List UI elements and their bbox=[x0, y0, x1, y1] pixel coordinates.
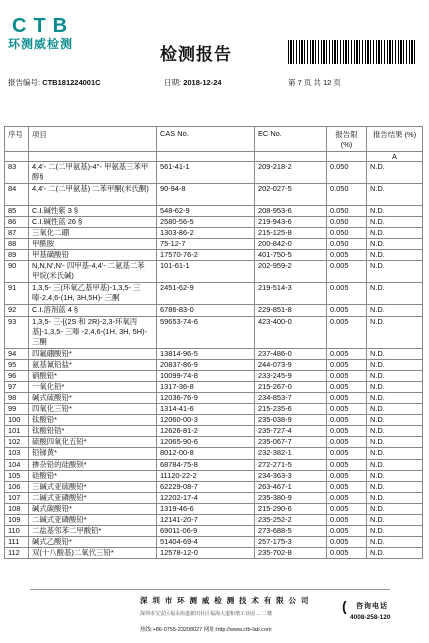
cell-limit: 0.050 bbox=[327, 206, 367, 217]
cell-item: C.I.碱性紫 3 § bbox=[29, 206, 157, 217]
cell-result: N.D. bbox=[367, 162, 423, 184]
table-row bbox=[5, 316, 423, 348]
cell-seq: 110 bbox=[5, 526, 29, 537]
cell-item: 二碱式亚磷酸铅* bbox=[29, 514, 157, 525]
table-row bbox=[5, 503, 423, 514]
cell-limit: 0.005 bbox=[327, 305, 367, 316]
cell-limit: 0.005 bbox=[327, 316, 367, 348]
cell-result: N.D. bbox=[367, 526, 423, 537]
cell-item: 1,3,5- 三-[(2S 和 2R)-2,3-环氧丙 基]-1,3,5- 三嗪 -2,4,6-(1H, 3H, 5H)- 三酮 bbox=[29, 316, 157, 348]
cell-item: N,N,N',N'- 四甲基-4,4'- 二氨基二苯 甲烷(米氏碱) bbox=[29, 261, 157, 283]
cell-seq: 105 bbox=[5, 470, 29, 481]
hotline-label: 咨询电话 bbox=[356, 603, 388, 610]
cell-ec: 219-943-6 bbox=[255, 217, 327, 228]
table-row bbox=[5, 459, 423, 470]
cell-ec: 234-853-7 bbox=[255, 392, 327, 403]
cell-cas: 12202-17-4 bbox=[157, 492, 255, 503]
cell-cas: 1314-41-6 bbox=[157, 404, 255, 415]
cell-limit: 0.005 bbox=[327, 370, 367, 381]
table-row bbox=[5, 526, 423, 537]
cell-limit: 0.005 bbox=[327, 250, 367, 261]
cell-seq: 100 bbox=[5, 415, 29, 426]
cell-limit: 0.005 bbox=[327, 492, 367, 503]
cell-ec: 215-267-0 bbox=[255, 381, 327, 392]
cell-limit: 0.050 bbox=[327, 162, 367, 184]
cell-result: N.D. bbox=[367, 348, 423, 359]
cell-limit: 0.005 bbox=[327, 426, 367, 437]
cell-result: N.D. bbox=[367, 503, 423, 514]
company-logo bbox=[8, 16, 104, 52]
cell-item: 碱式碳酸铅* bbox=[29, 503, 157, 514]
cell-result: N.D. bbox=[367, 370, 423, 381]
cell-seq: 90 bbox=[5, 261, 29, 283]
cell-result: N.D. bbox=[367, 404, 423, 415]
cell-item: 1,3,5- 三(环氧乙基甲基)-1,3,5- 三嗪-2,4,6-(1H, 3H,5H)- 三酮 bbox=[29, 283, 157, 305]
cell-seq: 108 bbox=[5, 503, 29, 514]
cell-cas: 13814-96-5 bbox=[157, 348, 255, 359]
cell-seq: 111 bbox=[5, 537, 29, 548]
report-date: 日期: 2018-12-24 bbox=[164, 78, 222, 87]
results-table bbox=[4, 126, 423, 559]
cell-ec: 244-073-9 bbox=[255, 359, 327, 370]
cell-item: 二碱式亚磷酸铅* bbox=[29, 492, 157, 503]
cell-ec: 209-218-2 bbox=[255, 162, 327, 184]
cell-ec: 202-959-2 bbox=[255, 261, 327, 283]
cell-item: 硫酸四氧化五铅* bbox=[29, 437, 157, 448]
cell-limit: 0.005 bbox=[327, 261, 367, 283]
table-row bbox=[5, 448, 423, 459]
cell-seq: 107 bbox=[5, 492, 29, 503]
cell-ec: 401-750-5 bbox=[255, 250, 327, 261]
cell-limit: 0.050 bbox=[327, 228, 367, 239]
cell-seq: 88 bbox=[5, 239, 29, 250]
cell-ec: 235-252-2 bbox=[255, 514, 327, 525]
cell-ec: 235-702-8 bbox=[255, 548, 327, 559]
cell-limit: 0.005 bbox=[327, 437, 367, 448]
cell-ec: 235-067-7 bbox=[255, 437, 327, 448]
col-header-seq: 序号 bbox=[5, 127, 29, 152]
cell-seq: 93 bbox=[5, 316, 29, 348]
cell-item: 双(十八酸基)二氧代三铅* bbox=[29, 548, 157, 559]
cell-cas: 2451-62-9 bbox=[157, 283, 255, 305]
table-header-row bbox=[5, 127, 423, 152]
cell-result: N.D. bbox=[367, 381, 423, 392]
sample-id: A bbox=[367, 152, 423, 162]
cell-item: 三氧化二硼 bbox=[29, 228, 157, 239]
cell-cas: 561-41-1 bbox=[157, 162, 255, 184]
cell-ec: 263-467-1 bbox=[255, 481, 327, 492]
cell-cas: 75-12-7 bbox=[157, 239, 255, 250]
cell-limit: 0.005 bbox=[327, 283, 367, 305]
cell-ec: 273-688-5 bbox=[255, 526, 327, 537]
cell-limit: 0.005 bbox=[327, 537, 367, 548]
cell-ec: 215-235-6 bbox=[255, 404, 327, 415]
cell-limit: 0.005 bbox=[327, 348, 367, 359]
sample-id-row bbox=[5, 152, 423, 162]
cell-result: N.D. bbox=[367, 228, 423, 239]
table-row bbox=[5, 404, 423, 415]
cell-cas: 69011-06-9 bbox=[157, 526, 255, 537]
table-row bbox=[5, 537, 423, 548]
cell-result: N.D. bbox=[367, 239, 423, 250]
cell-result: N.D. bbox=[367, 459, 423, 470]
cell-seq: 98 bbox=[5, 392, 29, 403]
cell-seq: 103 bbox=[5, 448, 29, 459]
table-row bbox=[5, 481, 423, 492]
cell-cas: 12578-12-0 bbox=[157, 548, 255, 559]
cell-item: 4,4'- 二(二甲氨基)-4''- 甲氨基三苯甲醇§ bbox=[29, 162, 157, 184]
cell-cas: 17570-76-2 bbox=[157, 250, 255, 261]
cell-cas: 10099-74-8 bbox=[157, 370, 255, 381]
cell-item: 甲基磺酸铅 bbox=[29, 250, 157, 261]
cell-item: 钛酸铅锆* bbox=[29, 426, 157, 437]
cell-limit: 0.005 bbox=[327, 415, 367, 426]
logo-chinese-name: 环测威检测 bbox=[8, 37, 74, 51]
cell-ec: 202-027-5 bbox=[255, 184, 327, 206]
cell-cas: 101-61-1 bbox=[157, 261, 255, 283]
cell-item: 一氧化铅* bbox=[29, 381, 157, 392]
table-row bbox=[5, 250, 423, 261]
cell-item: 硅酸铅* bbox=[29, 470, 157, 481]
page-indicator: 第 7 页 共 12 页 bbox=[288, 78, 341, 87]
cell-item: C.I.溶剂蓝 4 § bbox=[29, 305, 157, 316]
cell-seq: 95 bbox=[5, 359, 29, 370]
col-header-limit: 报告限 (%) bbox=[327, 127, 367, 152]
table-row bbox=[5, 548, 423, 559]
col-header-cas: CAS No. bbox=[157, 127, 255, 152]
table-row bbox=[5, 426, 423, 437]
cell-ec: 215-290-6 bbox=[255, 503, 327, 514]
table-row bbox=[5, 415, 423, 426]
cell-result: N.D. bbox=[367, 392, 423, 403]
footer-company-name: 深 圳 市 环 测 威 检 测 技 术 有 限 公 司 bbox=[140, 596, 310, 605]
cell-limit: 0.005 bbox=[327, 470, 367, 481]
cell-item: 四氧化三铅* bbox=[29, 404, 157, 415]
cell-item: 碱式乙酸铅* bbox=[29, 537, 157, 548]
table-row bbox=[5, 381, 423, 392]
report-title: 检测报告 bbox=[160, 45, 232, 64]
cell-seq: 101 bbox=[5, 426, 29, 437]
cell-limit: 0.005 bbox=[327, 404, 367, 415]
cell-item: 硝酸铅* bbox=[29, 370, 157, 381]
cell-result: N.D. bbox=[367, 305, 423, 316]
cell-result: N.D. bbox=[367, 206, 423, 217]
cell-item: 掺杂铅的硅酸钡* bbox=[29, 459, 157, 470]
cell-limit: 0.005 bbox=[327, 359, 367, 370]
hotline-number: 4008-258-120 bbox=[350, 614, 391, 621]
cell-ec: 423-400-0 bbox=[255, 316, 327, 348]
cell-item: 氨基氰铅盐* bbox=[29, 359, 157, 370]
footer-divider bbox=[30, 589, 390, 590]
cell-cas: 62229-08-7 bbox=[157, 481, 255, 492]
cell-limit: 0.005 bbox=[327, 526, 367, 537]
cell-seq: 96 bbox=[5, 370, 29, 381]
cell-result: N.D. bbox=[367, 283, 423, 305]
table-row bbox=[5, 437, 423, 448]
cell-ec: 233-245-9 bbox=[255, 370, 327, 381]
table-row bbox=[5, 283, 423, 305]
cell-seq: 83 bbox=[5, 162, 29, 184]
cell-ec: 200-842-0 bbox=[255, 239, 327, 250]
cell-cas: 12036-76-9 bbox=[157, 392, 255, 403]
cell-cas: 548-62-9 bbox=[157, 206, 255, 217]
cell-seq: 85 bbox=[5, 206, 29, 217]
table-row bbox=[5, 514, 423, 525]
cell-ec: 208-953-6 bbox=[255, 206, 327, 217]
cell-cas: 6786-83-0 bbox=[157, 305, 255, 316]
cell-item: C.I.碱性蓝 26 § bbox=[29, 217, 157, 228]
cell-result: N.D. bbox=[367, 184, 423, 206]
cell-ec: 237-486-0 bbox=[255, 348, 327, 359]
cell-cas: 1303-86-2 bbox=[157, 228, 255, 239]
cell-result: N.D. bbox=[367, 514, 423, 525]
table-row bbox=[5, 392, 423, 403]
cell-seq: 92 bbox=[5, 305, 29, 316]
barcode bbox=[288, 40, 416, 64]
cell-cas: 12065-90-6 bbox=[157, 437, 255, 448]
cell-result: N.D. bbox=[367, 481, 423, 492]
cell-result: N.D. bbox=[367, 437, 423, 448]
col-header-ec: EC No. bbox=[255, 127, 327, 152]
cell-cas: 51404-69-4 bbox=[157, 537, 255, 548]
cell-seq: 97 bbox=[5, 381, 29, 392]
logo-text: CTB bbox=[12, 15, 75, 37]
cell-seq: 99 bbox=[5, 404, 29, 415]
cell-cas: 2580-56-5 bbox=[157, 217, 255, 228]
cell-cas: 8012-00-8 bbox=[157, 448, 255, 459]
cell-result: N.D. bbox=[367, 537, 423, 548]
cell-cas: 68784-75-8 bbox=[157, 459, 255, 470]
cell-result: N.D. bbox=[367, 548, 423, 559]
cell-limit: 0.050 bbox=[327, 184, 367, 206]
cell-ec: 235-727-4 bbox=[255, 426, 327, 437]
cell-limit: 0.005 bbox=[327, 448, 367, 459]
cell-result: N.D. bbox=[367, 492, 423, 503]
cell-cas: 12141-20-7 bbox=[157, 514, 255, 525]
cell-limit: 0.005 bbox=[327, 381, 367, 392]
table-row bbox=[5, 239, 423, 250]
table-row bbox=[5, 162, 423, 184]
cell-result: N.D. bbox=[367, 217, 423, 228]
cell-result: N.D. bbox=[367, 250, 423, 261]
table-row bbox=[5, 228, 423, 239]
cell-limit: 0.005 bbox=[327, 459, 367, 470]
cell-ec: 234-363-3 bbox=[255, 470, 327, 481]
table-body bbox=[5, 162, 423, 559]
cell-ec: 232-382-1 bbox=[255, 448, 327, 459]
cell-cas: 12626-81-2 bbox=[157, 426, 255, 437]
table-row bbox=[5, 184, 423, 206]
cell-seq: 87 bbox=[5, 228, 29, 239]
table-row bbox=[5, 359, 423, 370]
cell-item: 二盐基邻苯二甲酸铅* bbox=[29, 526, 157, 537]
col-header-item: 项目 bbox=[29, 127, 157, 152]
report-number: 报告编号: CTB181224001C bbox=[8, 78, 101, 87]
cell-item: 钛酸铅* bbox=[29, 415, 157, 426]
cell-cas: 20837-86-9 bbox=[157, 359, 255, 370]
cell-cas: 59653-74-6 bbox=[157, 316, 255, 348]
cell-item: 四氟硼酸铅* bbox=[29, 348, 157, 359]
table-row bbox=[5, 305, 423, 316]
cell-seq: 86 bbox=[5, 217, 29, 228]
footer-address: 深圳市宝安区福永街道新田社区福海大道和谐工业园 ... 二楼 bbox=[140, 611, 272, 617]
cell-limit: 0.005 bbox=[327, 392, 367, 403]
cell-limit: 0.005 bbox=[327, 514, 367, 525]
cell-item: 三碱式亚硫酸铅* bbox=[29, 481, 157, 492]
cell-seq: 109 bbox=[5, 514, 29, 525]
col-header-result: 报告结果 (%) bbox=[367, 127, 423, 152]
cell-limit: 0.050 bbox=[327, 217, 367, 228]
cell-result: N.D. bbox=[367, 316, 423, 348]
cell-result: N.D. bbox=[367, 261, 423, 283]
cell-result: N.D. bbox=[367, 426, 423, 437]
cell-seq: 84 bbox=[5, 184, 29, 206]
phone-icon: ( bbox=[342, 598, 347, 614]
footer-contact: 热线:+86-0755-23208027 网址:http://www.ctb-lab.com bbox=[140, 627, 272, 633]
table-row bbox=[5, 370, 423, 381]
cell-ec: 219-514-3 bbox=[255, 283, 327, 305]
cell-ec: 229-851-8 bbox=[255, 305, 327, 316]
cell-cas: 11120-22-2 bbox=[157, 470, 255, 481]
cell-item: 甲酰胺 bbox=[29, 239, 157, 250]
cell-limit: 0.005 bbox=[327, 481, 367, 492]
cell-seq: 89 bbox=[5, 250, 29, 261]
cell-seq: 91 bbox=[5, 283, 29, 305]
cell-cas: 90-94-8 bbox=[157, 184, 255, 206]
cell-item: 铅锑黄* bbox=[29, 448, 157, 459]
cell-result: N.D. bbox=[367, 448, 423, 459]
cell-limit: 0.050 bbox=[327, 239, 367, 250]
cell-result: N.D. bbox=[367, 415, 423, 426]
cell-ec: 215-125-8 bbox=[255, 228, 327, 239]
table-row bbox=[5, 217, 423, 228]
cell-cas: 1319-46-6 bbox=[157, 503, 255, 514]
table-row bbox=[5, 348, 423, 359]
table-row bbox=[5, 492, 423, 503]
cell-limit: 0.005 bbox=[327, 503, 367, 514]
cell-seq: 102 bbox=[5, 437, 29, 448]
cell-seq: 104 bbox=[5, 459, 29, 470]
cell-ec: 257-175-3 bbox=[255, 537, 327, 548]
cell-result: N.D. bbox=[367, 359, 423, 370]
table-row bbox=[5, 470, 423, 481]
cell-seq: 106 bbox=[5, 481, 29, 492]
cell-item: 4,4'- 二(二甲氨基) 二苯甲酮(米氏酮) bbox=[29, 184, 157, 206]
cell-ec: 235-380-9 bbox=[255, 492, 327, 503]
cell-result: N.D. bbox=[367, 470, 423, 481]
cell-ec: 272-271-5 bbox=[255, 459, 327, 470]
cell-item: 碱式硫酸铅* bbox=[29, 392, 157, 403]
cell-limit: 0.005 bbox=[327, 548, 367, 559]
cell-cas: 1317-36-8 bbox=[157, 381, 255, 392]
table-row bbox=[5, 261, 423, 283]
cell-seq: 94 bbox=[5, 348, 29, 359]
table-row bbox=[5, 206, 423, 217]
cell-ec: 235-038-9 bbox=[255, 415, 327, 426]
cell-cas: 12060-00-3 bbox=[157, 415, 255, 426]
cell-seq: 112 bbox=[5, 548, 29, 559]
